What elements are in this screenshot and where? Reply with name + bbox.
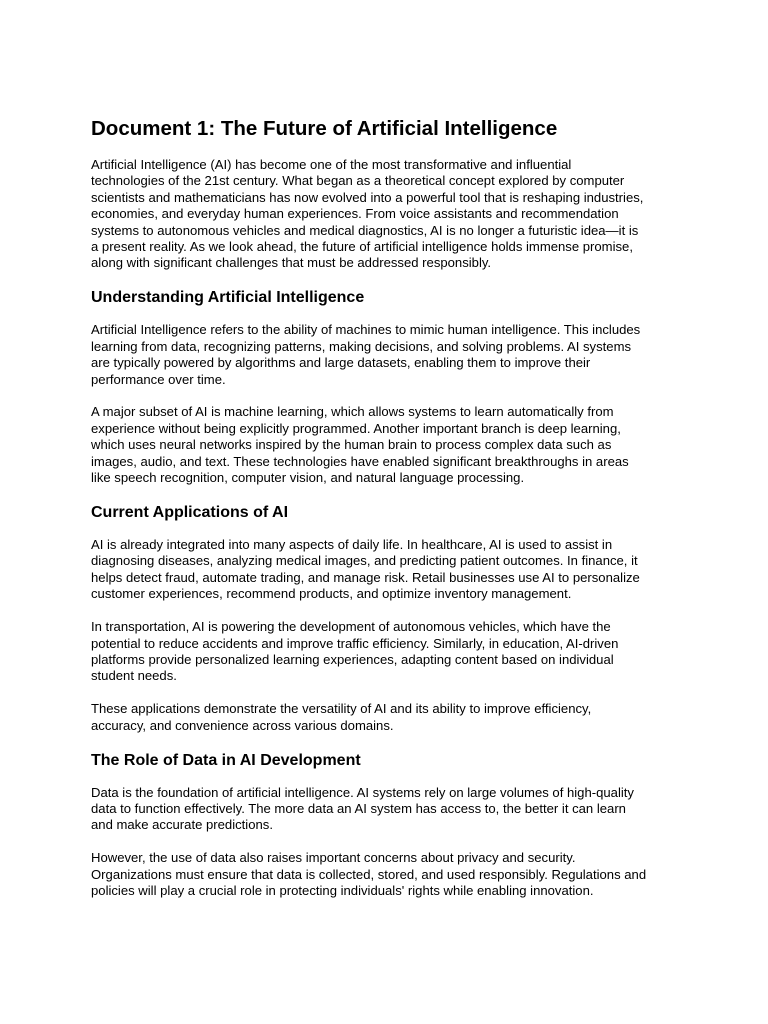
intro-paragraph: Artificial Intelligence (AI) has become one of the most transformative and influential technologies of the 21st century. What began as a theoretical concept explored by computer scientists and mathematicians has now evolved into a powerful tool that is reshaping industries, economies, and everyday human experiences. From voice assistants and recommendation systems to autonomous vehicles and medical diagnostics, AI is no longer a futuristic idea—it is a present reality. As we look ahead, the future of artificial intelligence holds immense promise, along with significant challenges that must be addressed responsibly. bbox=[91, 157, 644, 271]
section-role-of-data bbox=[91, 751, 683, 900]
section-heading: The Role of Data in AI Development bbox=[91, 751, 361, 769]
section-heading: Understanding Artificial Intelligence bbox=[91, 289, 365, 307]
section-paragraph: Artificial Intelligence refers to the ability of machines to mimic human intelligence. This includes learning from data, recognizing patterns, making decisions, and solving problems. AI systems are typically powered by algorithms and large datasets, enabling them to improve their performance over time. bbox=[91, 322, 641, 387]
section-paragraph: AI is already integrated into many aspects of daily life. In healthcare, AI is used to assist in diagnosing diseases, analyzing medical images, and predicting patient outcomes. In finance, it helps detect fraud, automate trading, and manage risk. Retail businesses use AI to personalize customer experiences, recommend products, and optimize inventory management. bbox=[91, 537, 640, 602]
section-paragraph: These applications demonstrate the versatility of AI and its ability to improve efficiency, accuracy, and convenience across various domains. bbox=[91, 701, 592, 733]
document-page bbox=[91, 116, 683, 916]
document-title: Document 1: The Future of Artificial Intelligence bbox=[91, 117, 558, 140]
section-paragraph: In transportation, AI is powering the development of autonomous vehicles, which have the potential to reduce accidents and improve traffic efficiency. Similarly, in education, AI-driven platforms provide personalized learning experiences, adapting content based on individual student needs. bbox=[91, 619, 619, 684]
section-current-applications bbox=[91, 503, 683, 734]
section-paragraph: However, the use of data also raises important concerns about privacy and security. Organizations must ensure that data is collected, stored, and used responsibly. Regulations and policies will play a crucial role in protecting individuals' rights while enabling innovation. bbox=[91, 850, 647, 899]
section-paragraph: Data is the foundation of artificial intelligence. AI systems rely on large volumes of high-quality data to function effectively. The more data an AI system has access to, the better it can learn and make accurate predictions. bbox=[91, 784, 634, 833]
section-paragraph: A major subset of AI is machine learning, which allows systems to learn automatically from experience without being explicitly programmed. Another important branch is deep learning, which uses neural networks inspired by the human brain to process complex data such as images, audio, and text. These technologies have enabled significant breakthroughs in areas like speech recognition, computer vision, and natural language processing. bbox=[91, 404, 629, 486]
section-heading: Current Applications of AI bbox=[91, 504, 289, 521]
section-understanding-ai bbox=[91, 288, 683, 486]
